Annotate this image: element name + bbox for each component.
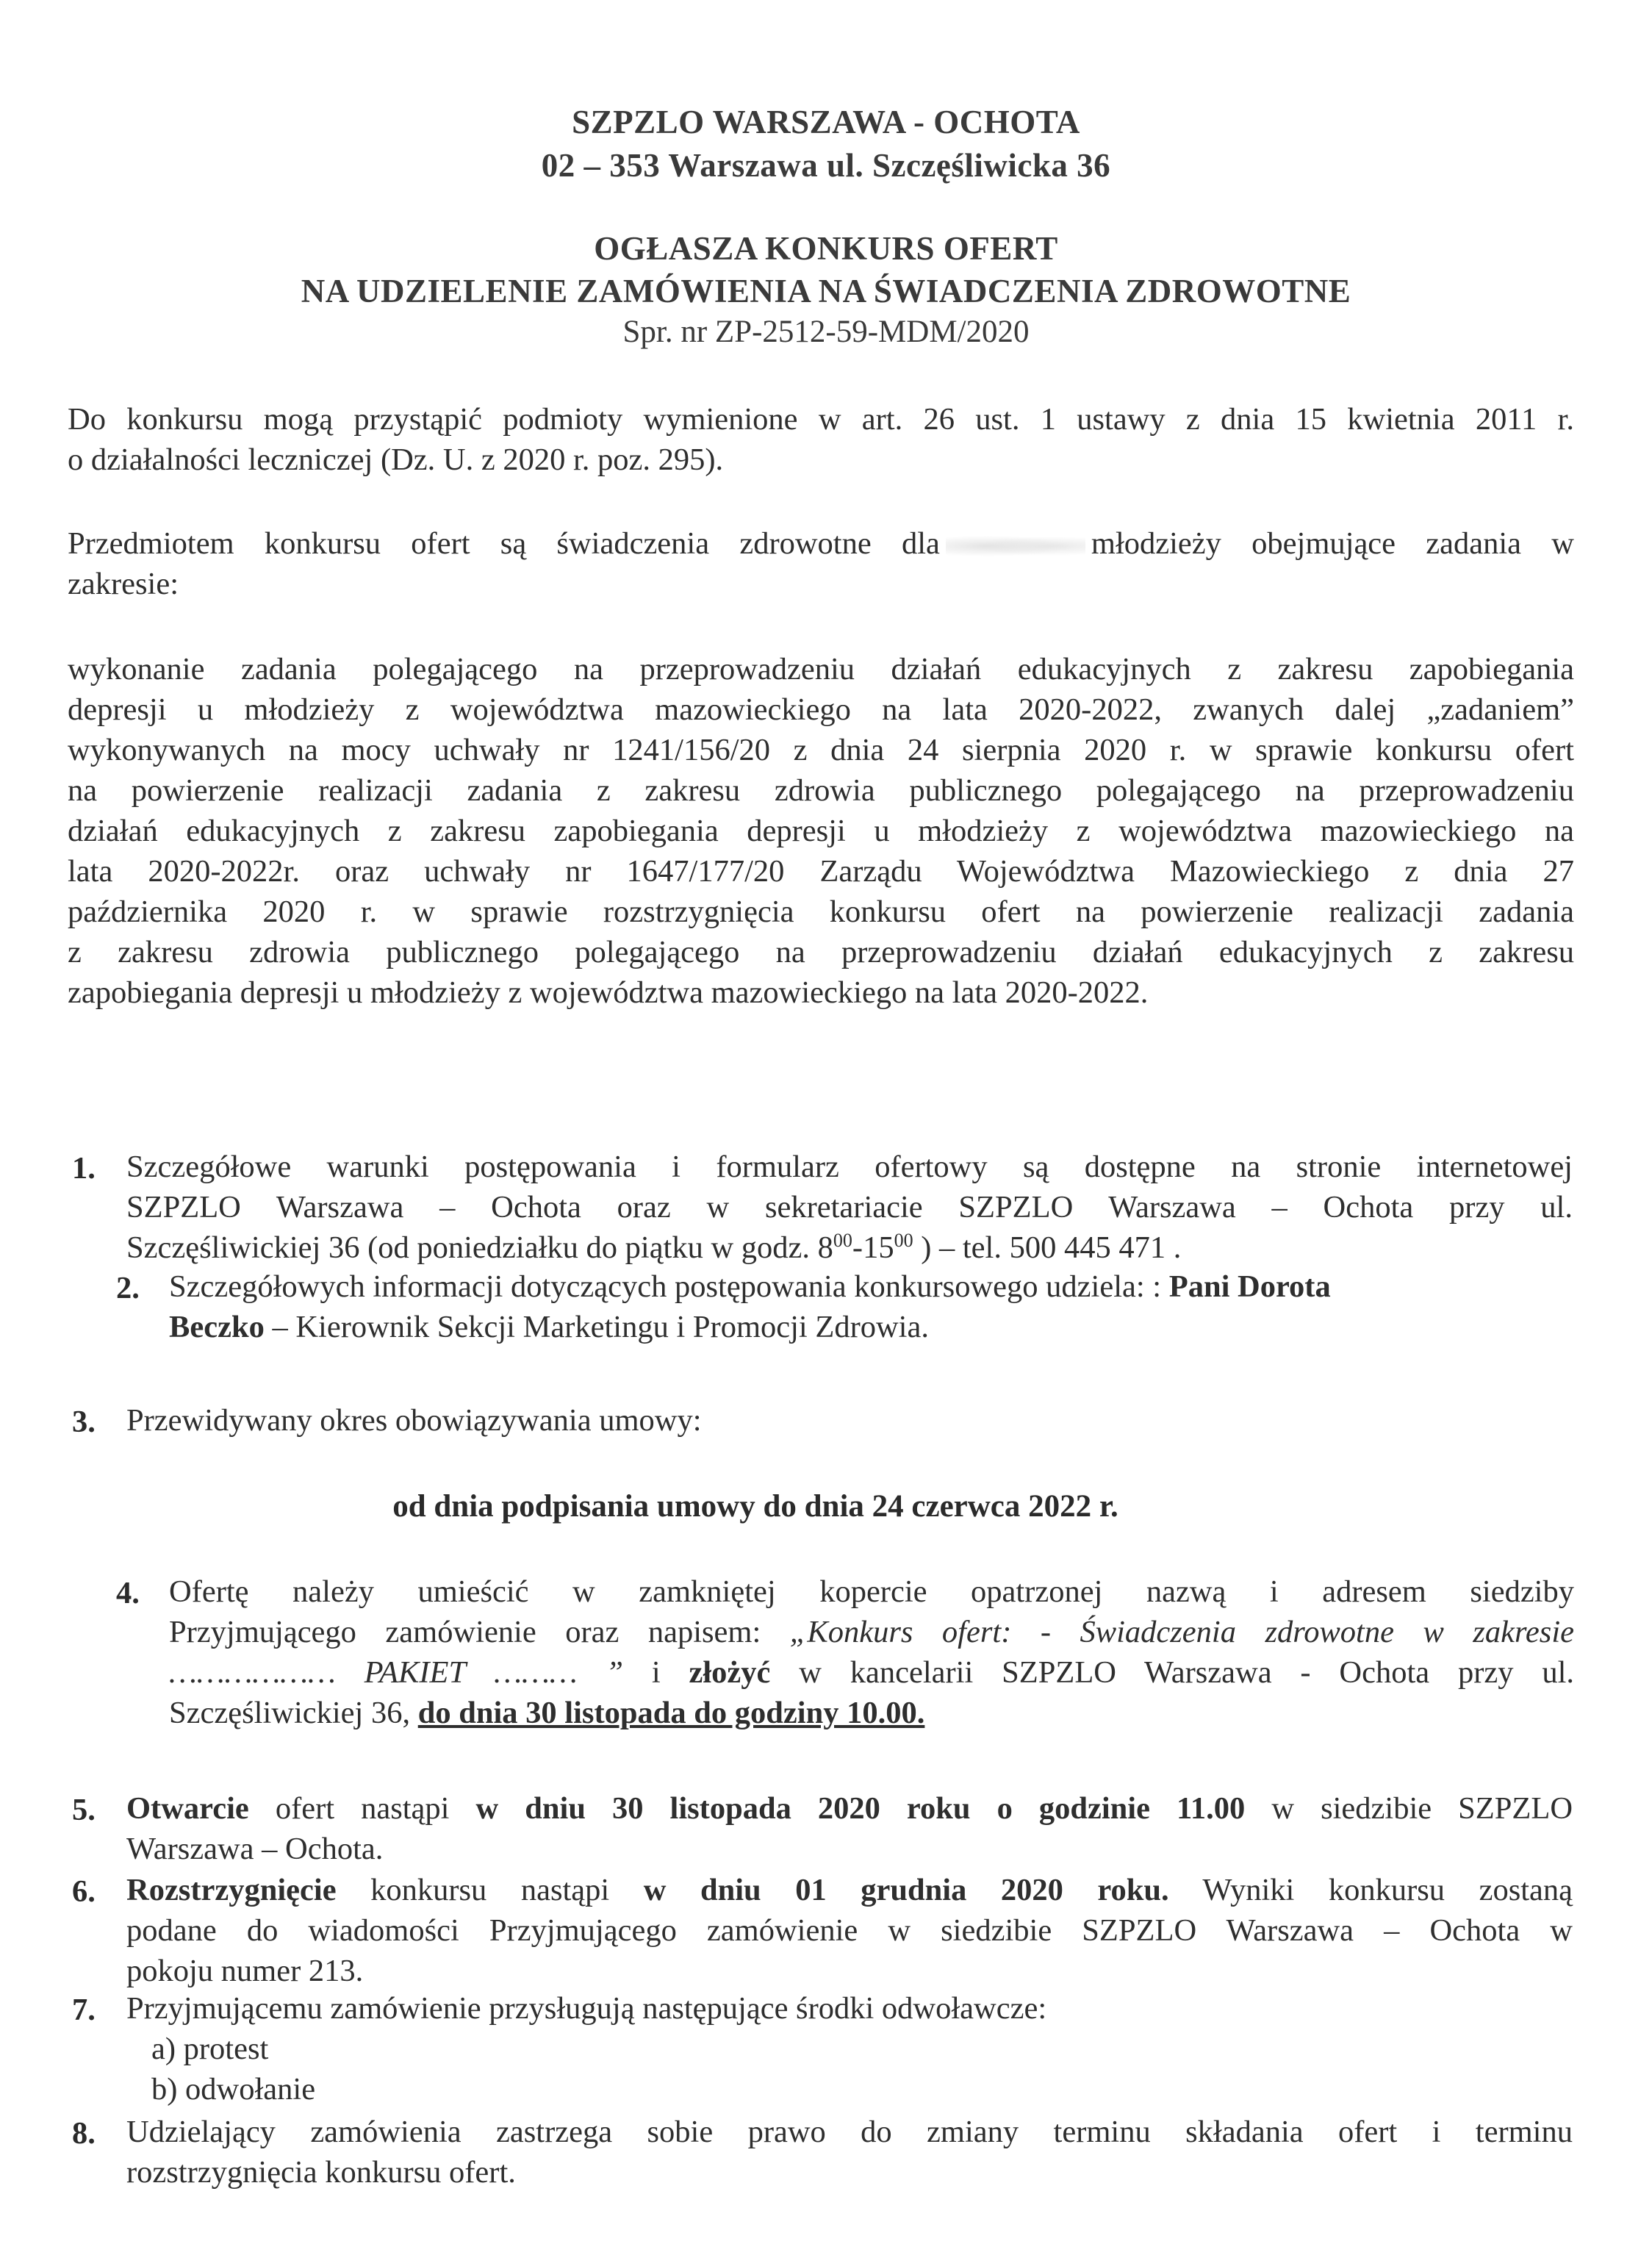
- resolution-date: w dniu 01 grudnia 2020 roku.: [643, 1873, 1169, 1907]
- hours-text: -15: [852, 1230, 894, 1265]
- subject-line: [68, 523, 1574, 564]
- task-line: działań edukacyjnych z zakresu zapobiegania depresji u młodzieży z województwa mazowieckiego na: [68, 814, 1574, 848]
- item-text: Szczegółowych informacji dotyczących postępowania konkursowego udziela: :: [169, 1269, 1169, 1304]
- item-number: 4.: [116, 1576, 140, 1610]
- task-line: na powierzenie realizacji zadania z zakresu zdrowia publicznego polegającego na przeprowadzeniu: [68, 773, 1574, 808]
- item-number: 7.: [72, 1993, 96, 2027]
- item-2: [169, 1266, 1514, 1347]
- item-8: [126, 2112, 1573, 2193]
- contact-name: Pani Dorota: [1168, 1269, 1331, 1304]
- contract-period: [0, 1488, 1652, 1524]
- item-text: i: [623, 1655, 689, 1690]
- item-3: [126, 1400, 702, 1441]
- task-line: października 2020 r. w sprawie rozstrzygnięcia konkursu ofert na powierzenie realizacji zadania: [68, 895, 1574, 929]
- item-text: w kancelarii SZPZLO Warszawa - Ochota przy ul.: [770, 1655, 1574, 1690]
- item-text: – Kierownik Sekcji Marketingu i Promocji Zdrowia.: [264, 1310, 929, 1344]
- envelope-label: „Konkurs ofert: - Świadczenia zdrowotne w zakresie: [789, 1615, 1574, 1649]
- item-line: [169, 1266, 1514, 1307]
- phone-text: ) – tel. 500 445 471 .: [913, 1230, 1182, 1265]
- item-line: [169, 1307, 1514, 1347]
- item-number: 3.: [72, 1405, 96, 1439]
- item-number: 5.: [72, 1793, 96, 1827]
- task-line: wykonywanych na mocy uchwały nr 1241/156/20 z dnia 24 sierpnia 2020 r. w sprawie konkursu ofert: [68, 733, 1574, 767]
- item-number: 6.: [72, 1874, 96, 1909]
- superscript: 00: [833, 1229, 852, 1251]
- task-line: lata 2020-2022r. oraz uchwały nr 1647/177/20 Zarządu Województwa Mazowieckiego z dnia 27: [68, 854, 1574, 889]
- task-line: zapobiegania depresji u młodzieży z województwa mazowieckiego na lata 2020-2022.: [68, 975, 1149, 1010]
- item-emphasis: Otwarcie: [126, 1791, 249, 1826]
- item-line: Szczegółowe warunki postępowania i formularz ofertowy są dostępne na stronie internetowej: [126, 1150, 1573, 1184]
- opening-date: w dniu 30 listopada 2020 roku o godzinie 11.00: [475, 1791, 1246, 1826]
- subject-paragraph: [68, 523, 1574, 604]
- subject-text-start: Przedmiotem konkursu ofert są świadczenia zdrowotne dla: [68, 526, 940, 561]
- remedy-protest: a) protest: [151, 2032, 269, 2066]
- item-line: pokoju numer 213.: [126, 1954, 364, 1988]
- item-line: Udzielający zamówienia zastrzega sobie prawo do zmiany terminu składania ofert i terminu: [126, 2115, 1573, 2149]
- contact-name: Beczko: [169, 1310, 265, 1344]
- task-line: wykonanie zadania polegającego na przeprowadzeniu działań edukacyjnych z zakresu zapobiegania: [68, 652, 1574, 686]
- case-number: Spr. nr ZP-2512-59-MDM/2020: [622, 315, 1030, 349]
- envelope-label: ……………… PAKIET ……… ”: [169, 1655, 624, 1690]
- item-line: podane do wiadomości Przyjmującego zamówienie w siedzibie SZPZLO Warszawa – Ochota w: [126, 1913, 1573, 1948]
- item-emphasis: złożyć: [689, 1655, 771, 1690]
- item-text: Przyjmującego zamówienie oraz napisem:: [169, 1615, 790, 1649]
- item-text: Wyniki konkursu zostaną: [1168, 1873, 1573, 1907]
- item-line: SZPZLO Warszawa – Ochota oraz w sekretariacie SZPZLO Warszawa – Ochota przy ul.: [126, 1190, 1573, 1225]
- announcement-subject: NA UDZIELENIE ZAMÓWIENIA NA ŚWIADCZENIA ZDROWOTNE: [301, 273, 1351, 309]
- redacted-word: [946, 534, 1085, 559]
- item-line: Warszawa – Ochota.: [126, 1832, 384, 1866]
- item-line: [169, 1612, 1574, 1652]
- item-text: konkursu nastąpi: [336, 1873, 644, 1907]
- superscript: 00: [894, 1229, 913, 1251]
- item-line: [126, 1227, 1573, 1268]
- item-line: [169, 1693, 1574, 1733]
- item-1: [126, 1147, 1573, 1268]
- item-5: [126, 1788, 1573, 1869]
- item-line: rozstrzygnięcia konkursu ofert.: [126, 2155, 516, 2190]
- deadline: do dnia 30 listopada do godziny 10.00.: [417, 1696, 925, 1730]
- item-line: Przyjmującemu zamówienie przysługują następujące środki odwoławcze:: [126, 1991, 1047, 2026]
- item-number: 2.: [116, 1271, 140, 1305]
- hours-text: Szczęśliwickiej 36 (od poniedziałku do piątku w godz. 8: [126, 1230, 833, 1265]
- org-name: SZPZLO WARSZAWA - OCHOTA: [572, 104, 1080, 140]
- eligibility-paragraph: [68, 399, 1574, 480]
- eligibility-line: Do konkursu mogą przystąpić podmioty wymienione w art. 26 ust. 1 ustawy z dnia 15 kwietnia 2011 r.: [68, 402, 1574, 437]
- subject-line: zakresie:: [68, 567, 179, 601]
- item-text: Szczęśliwickiej 36,: [169, 1696, 418, 1730]
- task-line: depresji u młodzieży z województwa mazowieckiego na lata 2020-2022, zwanych dalej „zadaniem”: [68, 692, 1574, 727]
- item-line: [169, 1652, 1574, 1693]
- eligibility-line: o działalności leczniczej (Dz. U. z 2020 r. poz. 295).: [68, 442, 724, 477]
- item-emphasis: Rozstrzygnięcie: [126, 1873, 337, 1907]
- item-line: [126, 1870, 1573, 1910]
- task-paragraph: [68, 649, 1574, 1013]
- item-6: [126, 1870, 1573, 1991]
- item-text: ofert nastąpi: [248, 1791, 476, 1826]
- period-text: od dnia podpisania umowy do dnia 24 czerwca 2022 r.: [392, 1489, 1118, 1524]
- item-number: 1.: [72, 1151, 96, 1186]
- item-line: [126, 1788, 1573, 1829]
- task-line: z zakresu zdrowia publicznego polegającego na przeprowadzeniu działań edukacyjnych z zakresu: [68, 935, 1574, 969]
- org-address: 02 – 353 Warszawa ul. Szczęśliwicka 36: [541, 147, 1111, 184]
- item-4: [169, 1571, 1574, 1733]
- announcement-title: OGŁASZA KONKURS OFERT: [594, 230, 1058, 267]
- item-line: Przewidywany okres obowiązywania umowy:: [126, 1403, 702, 1438]
- subject-text-end: młodzieży obejmujące zadania w: [1091, 526, 1574, 561]
- item-number: 8.: [72, 2116, 96, 2151]
- item-line: Ofertę należy umieścić w zamkniętej kopercie opatrzonej nazwą i adresem siedziby: [169, 1574, 1574, 1609]
- item-7: [126, 1988, 1046, 2029]
- remedy-appeal: b) odwołanie: [151, 2072, 316, 2107]
- item-text: w siedzibie SZPZLO: [1245, 1791, 1573, 1826]
